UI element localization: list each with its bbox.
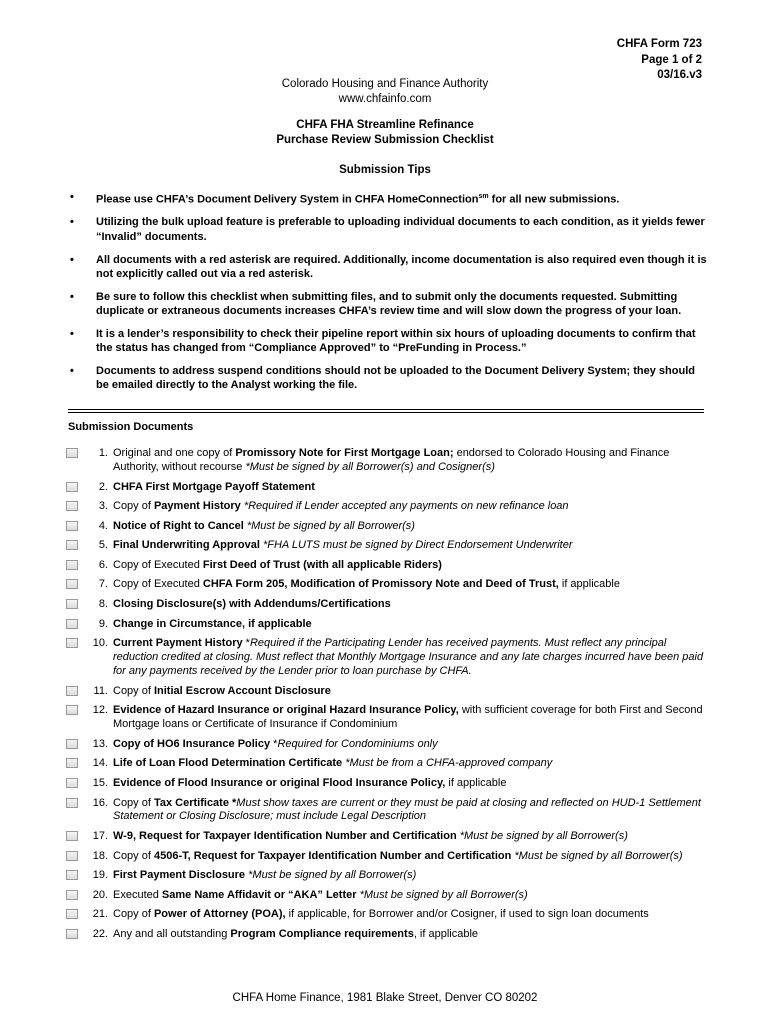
item-text-bold: Change in Circumstance, if applicable bbox=[113, 617, 312, 630]
item-note: *FHA LUTS must be signed by Direct Endorsement Underwriter bbox=[259, 539, 573, 552]
item-text-bold: Payment History bbox=[153, 500, 241, 513]
checkbox[interactable] bbox=[66, 619, 78, 629]
item-text-plain: Copy of Executed bbox=[113, 558, 203, 571]
checkbox[interactable] bbox=[66, 501, 78, 511]
checkbox[interactable] bbox=[66, 638, 78, 648]
item-number: 7. bbox=[98, 578, 108, 591]
item-text-bold: Final Underwriting Approval bbox=[113, 539, 260, 552]
document-item bbox=[66, 830, 706, 844]
item-number: 20. bbox=[92, 888, 108, 901]
checkbox[interactable] bbox=[66, 560, 78, 570]
checkbox[interactable] bbox=[66, 851, 78, 861]
item-text-bold: Notice of Right to Cancel bbox=[113, 519, 244, 532]
item-text-plain: Executed bbox=[113, 888, 162, 901]
checkbox[interactable] bbox=[66, 540, 78, 550]
item-note: Required for Condominiums only bbox=[277, 737, 438, 750]
item-text bbox=[113, 704, 706, 732]
item-text-plain: Copy of bbox=[113, 684, 154, 697]
document-item bbox=[66, 850, 706, 864]
document-item bbox=[66, 500, 706, 514]
document-item bbox=[66, 757, 706, 771]
tip-text bbox=[96, 190, 708, 207]
item-number: 17. bbox=[92, 830, 108, 843]
item-text-bold: Tax Certificate * bbox=[153, 796, 237, 809]
checkbox[interactable] bbox=[66, 909, 78, 919]
tip-text bbox=[96, 327, 708, 356]
item-text bbox=[113, 850, 706, 864]
item-number: 5. bbox=[98, 539, 108, 552]
checkbox[interactable] bbox=[66, 579, 78, 589]
document-item bbox=[66, 685, 706, 699]
item-text-bold: First Deed of Trust (with all applicable Riders) bbox=[202, 558, 442, 571]
document-item bbox=[66, 777, 706, 791]
document-item bbox=[66, 447, 706, 475]
tip-text-tail: for all new submissions. bbox=[488, 193, 620, 206]
documents-heading: Submission Documents bbox=[68, 421, 194, 433]
item-text-bold: CHFA First Mortgage Payoff Statement bbox=[113, 480, 315, 493]
item-text bbox=[113, 500, 706, 514]
section-divider bbox=[68, 412, 704, 413]
item-text-bold: Life of Loan Flood Determination Certificate bbox=[113, 757, 343, 770]
checkbox[interactable] bbox=[66, 831, 78, 841]
item-number: 11. bbox=[93, 684, 108, 697]
item-text bbox=[113, 797, 706, 825]
item-number: 12. bbox=[92, 704, 108, 717]
item-number: 1. bbox=[98, 447, 108, 459]
tip-text-main: Be sure to follow this checklist when submitting files, and to submit only the documents requested. Submitting duplicate or extraneous documents increases CHFA’s review time and will slow down the progress of your loan. bbox=[96, 290, 682, 317]
document-item bbox=[66, 889, 706, 903]
item-text bbox=[113, 637, 706, 679]
document-item bbox=[66, 520, 706, 534]
document-title: CHFA FHA Streamline Refinance bbox=[296, 119, 474, 131]
item-text-bold: Promissory Note for First Mortgage Loan; bbox=[235, 447, 454, 459]
tip-text-main: All documents with a red asterisk are required. Additionally, income documentation is also required even though it is not explicitly called out via a red asterisk. bbox=[96, 253, 707, 280]
item-number: 10. bbox=[92, 637, 108, 650]
item-number: 3. bbox=[98, 500, 108, 513]
item-text-plain: endorsed to Colorado Housing and Finance Authority, without recourse bbox=[113, 447, 670, 473]
item-number: 2. bbox=[98, 480, 108, 493]
page-footer: CHFA Home Finance, 1981 Blake Street, Denver CO 80202 bbox=[232, 992, 538, 1004]
tip-text bbox=[96, 253, 708, 282]
item-text-plain: Copy of bbox=[113, 796, 154, 809]
item-text-plain: if applicable, for Borrower and/or Cosigner, if used to sign loan documents bbox=[285, 908, 649, 921]
item-number: 21. bbox=[92, 908, 108, 921]
bullet-icon: • bbox=[70, 191, 74, 203]
org-name: Colorado Housing and Finance Authority bbox=[281, 78, 489, 90]
item-text-bold: Current Payment History bbox=[113, 637, 243, 650]
checkbox[interactable] bbox=[66, 778, 78, 788]
item-number: 14. bbox=[92, 757, 108, 770]
item-number: 16. bbox=[92, 796, 108, 809]
bullet-icon: • bbox=[70, 327, 74, 340]
item-text bbox=[113, 869, 706, 883]
document-item bbox=[66, 928, 706, 942]
bullet-icon: • bbox=[70, 290, 74, 303]
item-text-bold: W-9, Request for Taxpayer Identification Number and Certification bbox=[113, 830, 457, 843]
document-item bbox=[66, 797, 706, 825]
item-text-plain: if applicable bbox=[558, 578, 620, 591]
item-text-plain: with sufficient coverage for both First and Second Mortgage loans or Certificate of Insurance if Condominium bbox=[113, 704, 703, 731]
item-note: *Must be from a CHFA-approved company bbox=[342, 757, 553, 770]
document-item bbox=[66, 578, 706, 592]
item-text bbox=[113, 447, 706, 475]
checkbox[interactable] bbox=[66, 448, 78, 458]
item-text bbox=[113, 598, 706, 612]
tip-text-main: Please use CHFA’s Document Delivery System in CHFA HomeConnection bbox=[96, 193, 479, 206]
tip-item bbox=[68, 364, 708, 393]
checkbox[interactable] bbox=[66, 890, 78, 900]
item-text bbox=[113, 830, 706, 844]
tips-heading: Submission Tips bbox=[339, 164, 431, 176]
tip-text bbox=[96, 290, 708, 319]
item-note: *Must be signed by all Borrower(s) bbox=[456, 830, 628, 843]
item-text-bold: Evidence of Flood Insurance or original Flood Insurance Policy, bbox=[113, 776, 446, 789]
checkbox[interactable] bbox=[66, 599, 78, 609]
item-text bbox=[113, 578, 706, 592]
item-text-plain: * bbox=[270, 737, 278, 750]
document-item bbox=[66, 539, 706, 553]
item-text-bold: Initial Escrow Account Disclosure bbox=[153, 684, 331, 697]
item-number: 4. bbox=[98, 519, 108, 532]
item-text-plain: Copy of Executed bbox=[113, 578, 203, 591]
checkbox[interactable] bbox=[66, 758, 78, 768]
tip-text bbox=[96, 364, 708, 393]
checkbox[interactable] bbox=[66, 705, 78, 715]
page-number: Page 1 of 2 bbox=[641, 53, 702, 66]
item-text bbox=[113, 908, 706, 922]
tip-text bbox=[96, 215, 708, 244]
item-note: *Must be signed by all Borrower(s) bbox=[356, 888, 528, 901]
item-number: 15. bbox=[92, 776, 108, 789]
item-number: 9. bbox=[98, 617, 108, 630]
item-text bbox=[113, 520, 706, 534]
bullet-icon: • bbox=[70, 216, 74, 229]
item-text bbox=[113, 685, 706, 699]
item-text-plain: , if applicable bbox=[413, 928, 479, 940]
document-item bbox=[66, 869, 706, 883]
document-item bbox=[66, 481, 706, 495]
document-item bbox=[66, 908, 706, 922]
item-text-bold: First Payment Disclosure bbox=[113, 869, 246, 882]
tip-text-main: It is a lender’s responsibility to check their pipeline report within six hours of uploading documents to confirm that the status has changed from “Compliance Approved” to “PreFunding in Process.” bbox=[96, 327, 696, 355]
item-note: *Must be signed by all Borrower(s) bbox=[245, 869, 417, 882]
item-text bbox=[113, 559, 706, 573]
item-text-bold: Power of Attorney (POA), bbox=[153, 908, 286, 921]
item-text-bold: Program Compliance requirements bbox=[230, 928, 414, 940]
document-item bbox=[66, 704, 706, 732]
item-text-bold: Closing Disclosure(s) with Addendums/Certifications bbox=[113, 598, 391, 611]
checkbox[interactable] bbox=[66, 870, 78, 880]
item-note: *Must be signed by all Borrower(s) and Cosigner(s) bbox=[245, 460, 495, 473]
documents-list bbox=[66, 447, 706, 948]
form-number: CHFA Form 723 bbox=[616, 38, 702, 50]
item-text bbox=[113, 481, 706, 495]
tip-item bbox=[68, 190, 708, 207]
item-text bbox=[113, 889, 706, 903]
form-version: 03/16.v3 bbox=[657, 69, 702, 81]
tip-item bbox=[68, 215, 708, 244]
checkbox[interactable] bbox=[66, 482, 78, 492]
section-divider bbox=[68, 409, 704, 410]
item-text-bold: 4506-T, Request for Taxpayer Identification Number and Certification bbox=[153, 849, 512, 862]
document-item bbox=[66, 738, 706, 752]
item-number: 19. bbox=[92, 869, 108, 882]
item-text bbox=[113, 777, 706, 791]
item-text bbox=[113, 618, 706, 632]
service-mark: sm bbox=[478, 193, 489, 200]
item-text-plain: * bbox=[242, 637, 250, 650]
item-note: *Must be signed by all Borrower(s) bbox=[511, 849, 683, 862]
item-text bbox=[113, 539, 706, 553]
tip-item bbox=[68, 253, 708, 282]
tip-text-main: Utilizing the bulk upload feature is preferable to uploading individual documents to each condition, as it yields fewer “Invalid” documents. bbox=[96, 216, 705, 243]
document-item bbox=[66, 618, 706, 632]
item-text-plain: if applicable bbox=[445, 776, 507, 789]
item-text-plain: Original and one copy of bbox=[113, 447, 236, 459]
item-text bbox=[113, 757, 706, 771]
item-text-plain: Copy of bbox=[113, 908, 154, 921]
tip-text-main: Documents to address suspend conditions should not be uploaded to the Document Delivery System; they should be emailed directly to the Analyst working the file. bbox=[96, 364, 695, 392]
document-item bbox=[66, 559, 706, 573]
item-text-bold: Evidence of Hazard Insurance or original Hazard Insurance Policy, bbox=[113, 704, 459, 717]
org-url: www.chfainfo.com bbox=[338, 93, 432, 105]
item-number: 6. bbox=[98, 558, 108, 571]
checkbox[interactable] bbox=[66, 929, 78, 939]
item-text-bold: Copy of HO6 Insurance Policy bbox=[113, 737, 271, 750]
document-subtitle: Purchase Review Submission Checklist bbox=[276, 134, 494, 146]
tip-item bbox=[68, 327, 708, 356]
document-item bbox=[66, 637, 706, 679]
item-note: *Must be signed by all Borrower(s) bbox=[243, 519, 415, 532]
tips-list bbox=[68, 190, 708, 401]
bullet-icon: • bbox=[70, 364, 74, 377]
bullet-icon: • bbox=[70, 253, 74, 266]
item-note: Required if the Participating Lender has received payments. Must reflect any principal reduction credited at closing. Must reflect that Monthly Mortgage Insurance and any late charges incurred have been paid for any payments received by the Lender prior to loan purchase by CHFA. bbox=[113, 637, 704, 678]
item-number: 18. bbox=[92, 849, 108, 862]
item-text bbox=[113, 738, 706, 752]
item-text bbox=[113, 928, 706, 942]
item-number: 8. bbox=[98, 598, 108, 611]
item-number: 13. bbox=[92, 737, 108, 750]
checkbox[interactable] bbox=[66, 798, 78, 808]
item-text-plain: Copy of bbox=[113, 500, 154, 513]
item-note: *Required if Lender accepted any payments on new refinance loan bbox=[240, 500, 569, 513]
item-text-bold: Same Name Affidavit or “AKA” Letter bbox=[161, 888, 357, 901]
item-number: 22. bbox=[92, 928, 108, 940]
document-item bbox=[66, 598, 706, 612]
item-text-plain: Copy of bbox=[113, 849, 154, 862]
checkbox[interactable] bbox=[66, 739, 78, 749]
item-text-bold: CHFA Form 205, Modification of Promissory Note and Deed of Trust, bbox=[202, 578, 559, 591]
item-text-plain: Any and all outstanding bbox=[113, 928, 231, 940]
item-note: Must show taxes are current or they must be paid at closing and reflected on HUD-1 Settlement Statement or Closing Disclosure; must include Legal Description bbox=[113, 796, 701, 823]
tip-item bbox=[68, 290, 708, 319]
checkbox[interactable] bbox=[66, 521, 78, 531]
checkbox[interactable] bbox=[66, 686, 78, 696]
